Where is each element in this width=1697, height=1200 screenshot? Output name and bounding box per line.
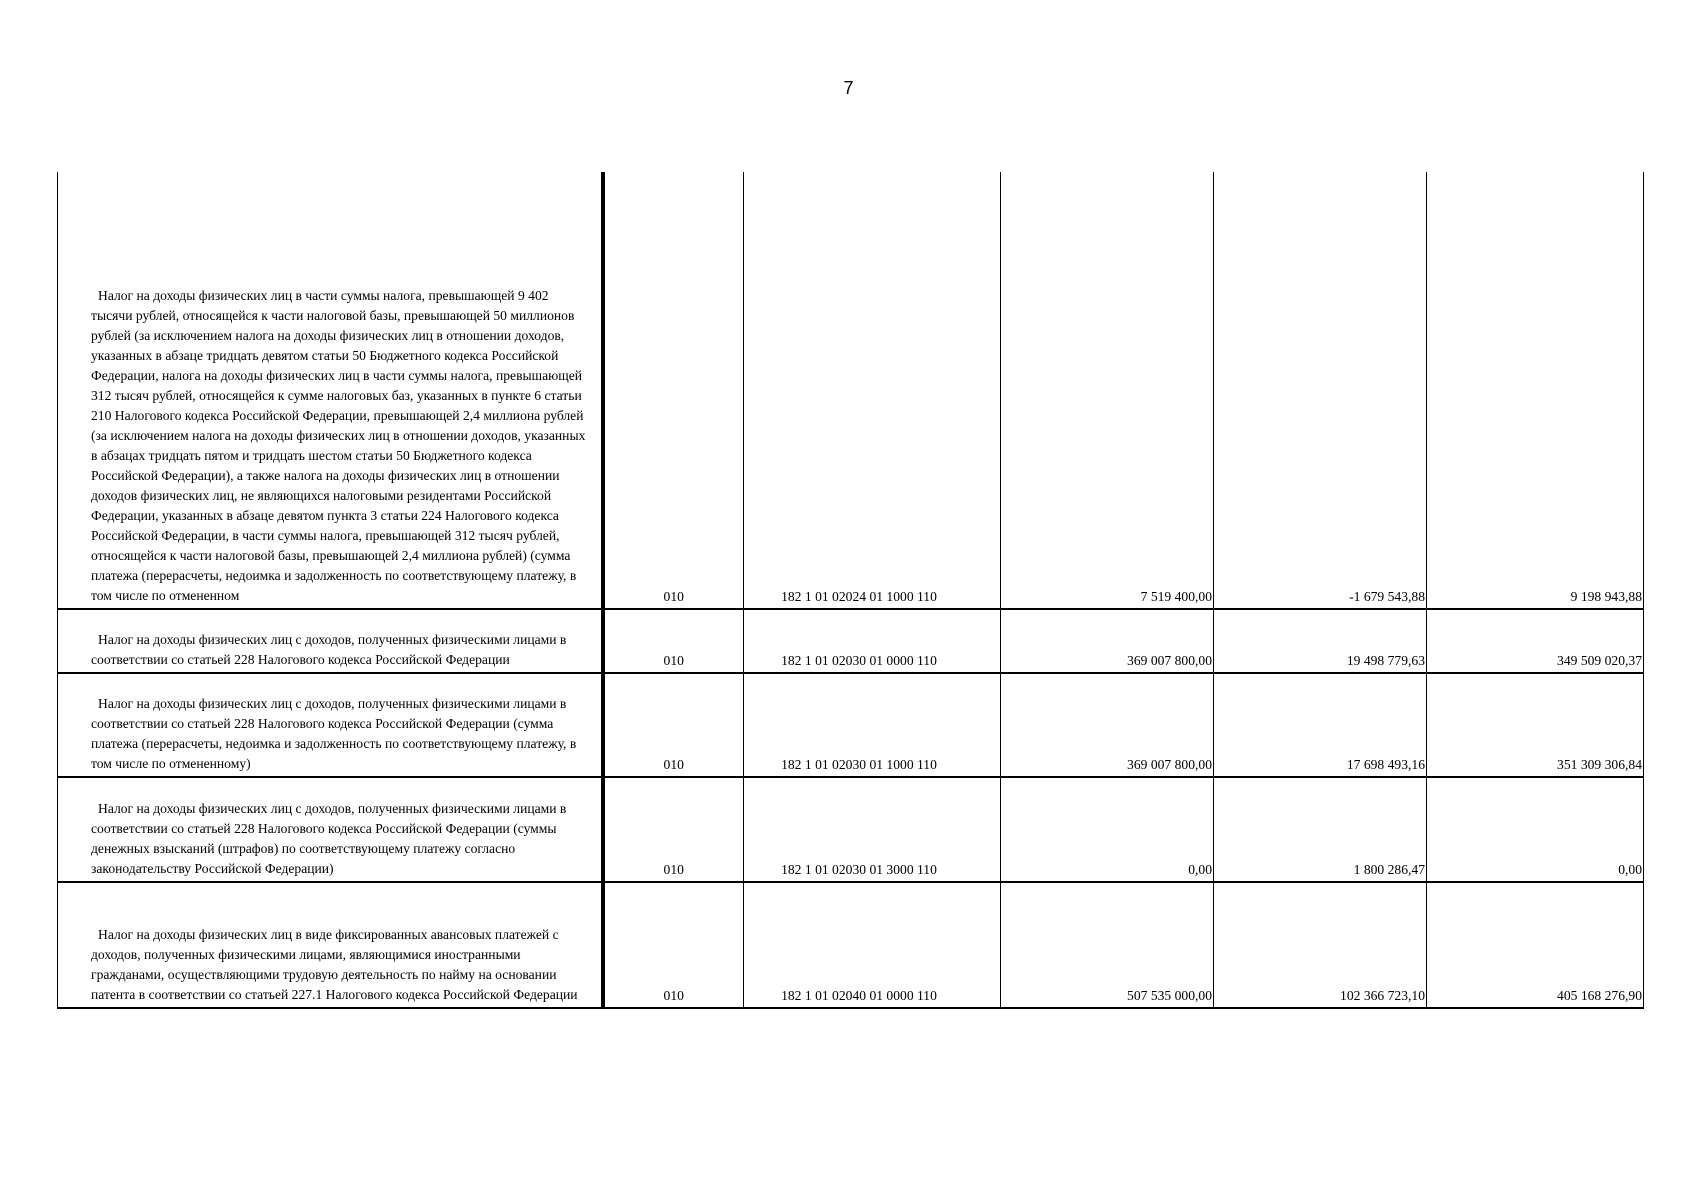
income-name-cell: Налог на доходы физических лиц с доходов, полученных физическими лицами в соответствии со статьей 228 Налогового кодекса Российской Федерации (сумма платежа (перерасчеты, недоимка и задолженность по соответствующему платежу, в том числе по отмененному) [58,673,603,777]
classification-code-cell: 182 1 01 02030 01 1000 110 [744,673,1001,777]
income-name-cell: Налог на доходы физических лиц с доходов, полученных физическими лицами в соответствии со статьей 228 Налогового кодекса Российской Федерации [58,609,603,673]
unexecuted-amount-cell: 349 509 020,37 [1427,609,1644,673]
line-code-cell: 010 [603,882,744,1008]
classification-code-cell: 182 1 01 02024 01 1000 110 [744,172,1001,609]
classification-code-cell: 182 1 01 02030 01 0000 110 [744,609,1001,673]
approved-amount-cell: 7 519 400,00 [1001,172,1214,609]
table-row [58,673,1644,777]
classification-code-cell: 182 1 01 02040 01 0000 110 [744,882,1001,1008]
income-name-cell: Налог на доходы физических лиц в виде фиксированных авансовых платежей с доходов, полученных физическими лицами, являющимися иностранными гражданами, осуществляющими трудовую деятельность по найму на основании патента в соответствии со статьей 227.1 Налогового кодекса Российской Федерации [58,882,603,1008]
income-name-cell: Налог на доходы физических лиц в части суммы налога, превышающей 9 402 тысячи рублей, относящейся к части налоговой базы, превышающей 50 миллионов рублей (за исключением налога на доходы физических лиц в отношении доходов, указанных в абзаце тридцать девятом статьи 50 Бюджетного кодекса Российской Федерации, налога на доходы физических лиц в части суммы налога, превышающей 312 тысяч рублей, относящейся к сумме налоговых баз, указанных в пункте 6 статьи 210 Налогового кодекса Российской Федерации, превышающей 2,4 миллиона рублей (за исключением налога на доходы физических лиц в отношении доходов, указанных в абзацах тридцать пятом и тридцать шестом статьи 50 Бюджетного кодекса Российской Федерации), а также налога на доходы физических лиц в отношении доходов физических лиц, не являющихся налоговыми резидентами Российской Федерации, указанных в абзаце девятом пункта 3 статьи 224 Налогового кодекса Российской Федерации, в части суммы налога, превышающей 312 тысяч рублей, относящейся к части налоговой базы, превышающей 2,4 миллиона рублей) (сумма платежа (перерасчеты, недоимка и задолженность по соответствующему платежу, в том числе по отмененном [58,172,603,609]
table-row [58,609,1644,673]
income-name-cell: Налог на доходы физических лиц с доходов, полученных физическими лицами в соответствии со статьей 228 Налогового кодекса Российской Федерации (суммы денежных взысканий (штрафов) по соответствующему платежу согласно законодательству Российской Федерации) [58,777,603,882]
approved-amount-cell: 0,00 [1001,777,1214,882]
line-code-cell: 010 [603,609,744,673]
approved-amount-cell: 369 007 800,00 [1001,609,1214,673]
approved-amount-cell: 507 535 000,00 [1001,882,1214,1008]
executed-amount-cell: 17 698 493,16 [1214,673,1427,777]
executed-amount-cell: -1 679 543,88 [1214,172,1427,609]
table-row [58,882,1644,1008]
table-row [58,777,1644,882]
executed-amount-cell: 102 366 723,10 [1214,882,1427,1008]
unexecuted-amount-cell: 405 168 276,90 [1427,882,1644,1008]
unexecuted-amount-cell: 9 198 943,88 [1427,172,1644,609]
approved-amount-cell: 369 007 800,00 [1001,673,1214,777]
executed-amount-cell: 19 498 779,63 [1214,609,1427,673]
page-number: 7 [843,78,854,98]
line-code-cell: 010 [603,673,744,777]
line-code-cell: 010 [603,777,744,882]
report-table-container [57,172,1643,1009]
line-code-cell: 010 [603,172,744,609]
classification-code-cell: 182 1 01 02030 01 3000 110 [744,777,1001,882]
income-report-table [57,172,1644,1009]
executed-amount-cell: 1 800 286,47 [1214,777,1427,882]
unexecuted-amount-cell: 351 309 306,84 [1427,673,1644,777]
table-row [58,172,1644,609]
unexecuted-amount-cell: 0,00 [1427,777,1644,882]
